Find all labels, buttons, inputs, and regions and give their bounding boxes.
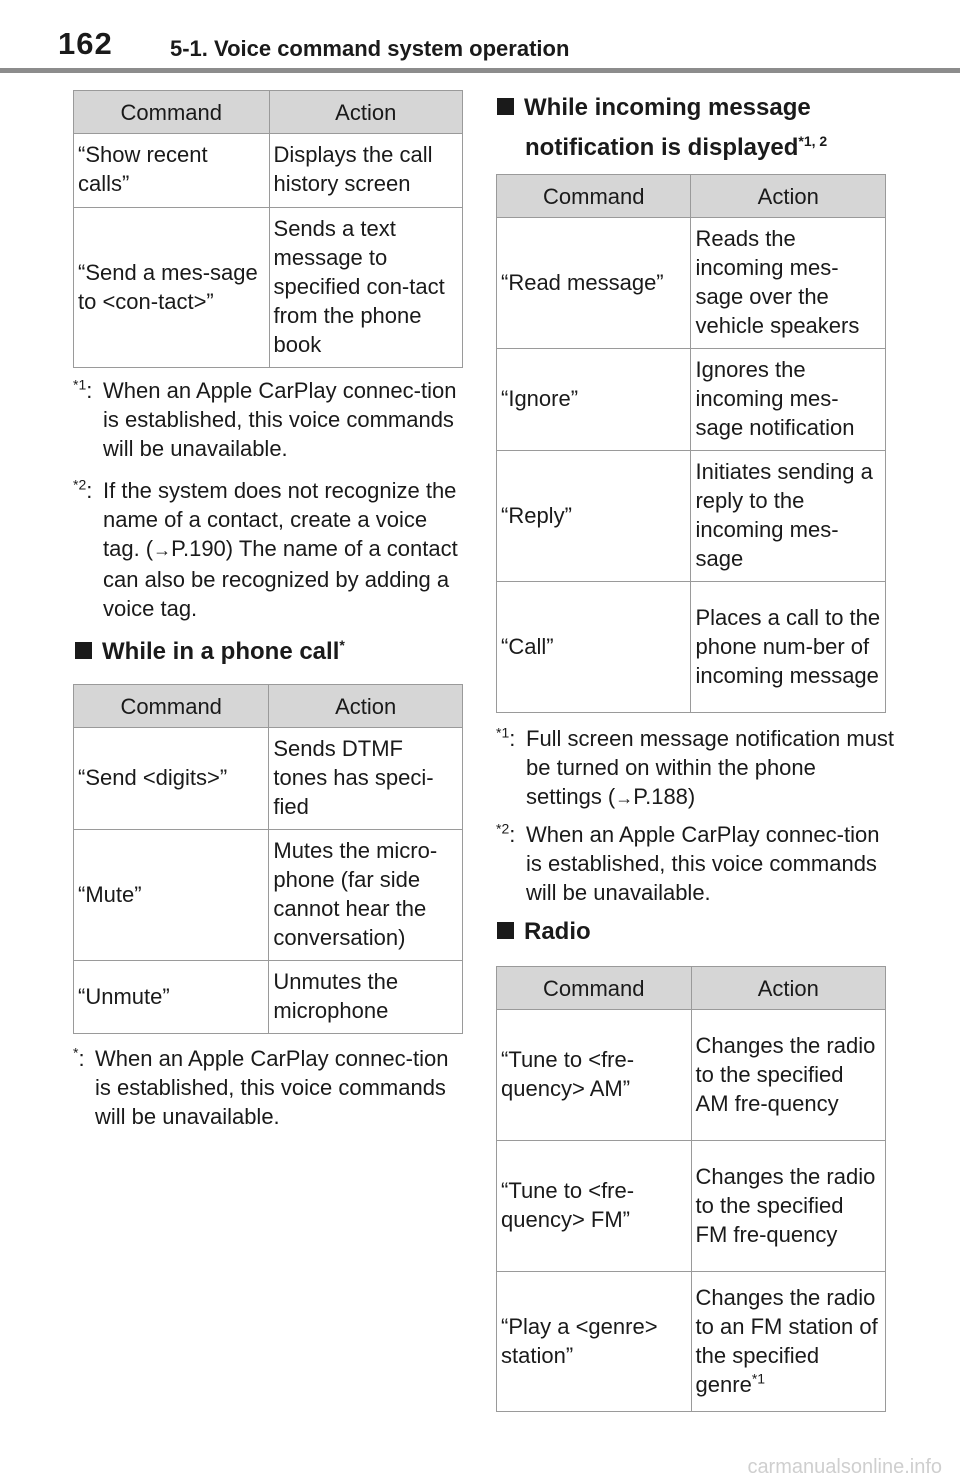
table-row [74,961,463,1034]
action-cell: Reads the incoming mes-sage over the vehicle speakers [691,218,886,349]
page-number: 162 [58,26,113,61]
footnote-mark: *1 [496,724,510,741]
table-row [497,451,886,582]
section-title: 5-1. Voice command system operation [170,36,570,61]
command-cell: “Reply” [497,451,691,582]
column-header-action: Action [691,967,885,1010]
command-cell: “Send <digits>” [74,728,269,830]
action-cell-wrapper [691,1272,885,1412]
column-header-command: Command [74,91,270,134]
footnote: $^{*2}$: If the system does not recognize the name of a contact, create a voice tag. (→P.190) The name of a contact can also be recognized by adding a voice tag. [73,476,458,621]
footnote: $^{*1}$: When an Apple CarPlay connec-tion is established, this voice commands will be unavailable. [73,376,463,463]
command-cell: “Call” [497,582,691,713]
command-cell: “Read message” [497,218,691,349]
command-cell: “Show recent calls” [74,134,270,208]
footnote-text: When an Apple CarPlay connec-tion is established, this voice commands will be unavailable. [95,1046,449,1129]
command-table-phone [73,90,463,368]
arrow-icon: → [153,540,172,560]
footnote-text: Full screen message notification must be turned on within the phone settings ( [526,726,895,809]
arrow-icon: → [615,788,634,808]
footnote-text: When an Apple CarPlay connec-tion is established, this voice commands will be unavailable. [103,378,457,461]
action-cell: Sends a text message to specified con-tact from the phone book [269,208,462,368]
column-header-action: Action [269,91,462,134]
action-cell: Unmutes the microphone [269,961,463,1034]
command-cell: “Tune to <fre-quency> FM” [497,1141,692,1272]
footnote-mark: *2 [496,820,510,837]
heading-text: Radio [524,918,591,945]
action-footnote-mark: *1 [751,1370,766,1387]
table-row [497,1141,886,1272]
page-reference-link[interactable]: P.190 [171,536,226,561]
footnote-text: If the system does not recognize the name of a contact, create a voice tag. ( [103,478,457,561]
square-bullet-icon [75,642,92,659]
action-cell: Sends DTMF tones has speci-fied [269,728,463,830]
heading-incoming-message [497,88,827,168]
table-row [497,1272,886,1412]
watermark: carmanualsonline.info [747,1456,942,1478]
command-cell: “Play a <genre> station” [497,1272,692,1412]
action-cell: Places a call to the phone num-ber of incoming message [691,582,886,713]
command-cell: “Tune to <fre-quency> AM” [497,1010,692,1141]
column-header-command: Command [74,685,269,728]
heading-text: While in a phone call [102,638,340,665]
footnote-mark: * [73,1044,79,1061]
table-header-row [74,685,463,728]
square-bullet-icon [497,98,514,115]
table-row [497,1010,886,1141]
page-header [0,0,960,78]
command-cell: “Ignore” [497,349,691,451]
footnote-text: ) [687,784,696,809]
heading-footnote-mark: *1, 2 [798,133,828,149]
table-header-row [497,967,886,1010]
table-row [497,349,886,451]
footnote: $^{*1}$: Full screen message notification must be turned on within the phone settings (→P.188) [496,724,895,809]
column-header-action: Action [691,175,886,218]
table-row [74,208,463,368]
footnote-mark: *1 [73,376,87,393]
action-cell: Changes the radio to the specified AM fre-quency [691,1010,885,1141]
column-header-action: Action [269,685,463,728]
command-cell: “Mute” [74,830,269,961]
table-row [74,134,463,208]
table-header-row [74,91,463,134]
action-cell: Displays the call history screen [269,134,462,208]
table-row [74,728,463,830]
table-row [497,582,886,713]
command-cell: “Unmute” [74,961,269,1034]
heading-text: notification is displayed [525,134,799,161]
footnote-text: ) The name of a contact can also be recognized by adding a voice tag. [103,536,458,621]
heading-radio [497,918,591,946]
column-header-command: Command [497,967,692,1010]
command-table-phone-call [73,684,463,1034]
footnote: *: When an Apple CarPlay connec-tion is established, this voice commands will be unavailable. [73,1044,463,1131]
action-cell: Changes the radio to the specified FM fre-quency [691,1141,885,1272]
heading-footnote-mark: * [339,637,345,653]
command-table-message [496,174,886,713]
table-header-row [497,175,886,218]
heading-phone-call [75,638,345,666]
column-header-command: Command [497,175,691,218]
table-row [74,830,463,961]
table-row [497,218,886,349]
command-table-radio [496,966,886,1412]
page-reference-link[interactable]: P.188 [633,784,688,809]
command-cell: “Send a mes-sage to <con-tact>” [74,208,270,368]
header-divider [0,68,960,73]
footnote: $^{*2}$: When an Apple CarPlay connec-tion is established, this voice commands will be unavailable. [496,820,896,907]
action-cell: Initiates sending a reply to the incoming mes-sage [691,451,886,582]
action-cell: Changes the radio to an FM station of the specified genre [695,1284,878,1397]
action-cell: Ignores the incoming mes-sage notification [691,349,886,451]
footnote-text: When an Apple CarPlay connec-tion is established, this voice commands will be unavailable. [526,822,880,905]
action-cell: Mutes the micro-phone (far side cannot hear the conversation) [269,830,463,961]
heading-text: While incoming message [524,94,811,121]
footnote-mark: *2 [73,476,87,493]
square-bullet-icon [497,922,514,939]
